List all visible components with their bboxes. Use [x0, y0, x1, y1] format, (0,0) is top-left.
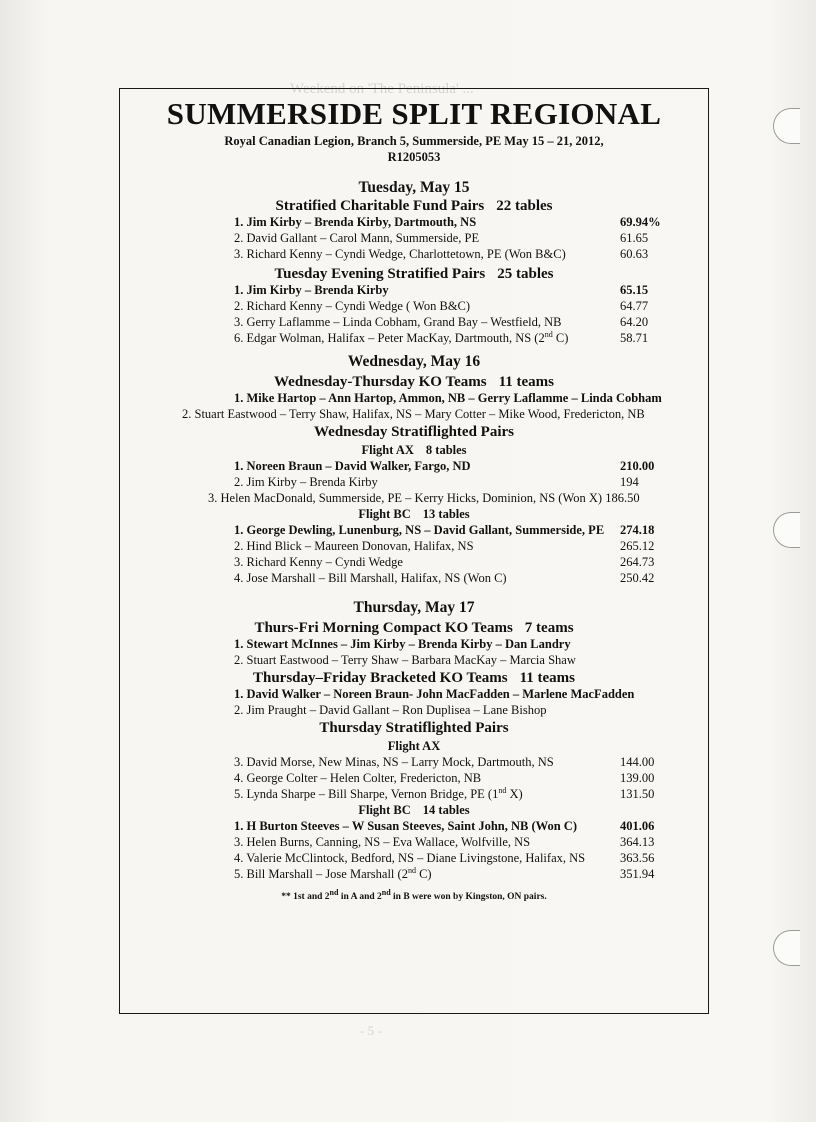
- score: 58.71: [620, 331, 649, 345]
- result-row: [234, 391, 662, 406]
- result-row: [234, 653, 576, 668]
- ordinal-suffix: nd: [544, 329, 553, 339]
- flight-bc-heading: [120, 803, 708, 818]
- pair-names: Helen MacDonald, Summerside, PE – Kerry Hicks, Dominion, NS (Won X) 186.50: [217, 491, 640, 505]
- placing: 3.: [208, 491, 218, 505]
- placing: 1.: [234, 215, 244, 229]
- result-row: [234, 247, 566, 262]
- result-row: [234, 755, 554, 770]
- binder-hole-icon: [773, 930, 800, 966]
- result-row: [208, 491, 640, 506]
- placing: 3.: [234, 835, 244, 849]
- placing: 1.: [234, 283, 244, 297]
- placing: 3.: [234, 555, 244, 569]
- pair-names: Bill Marshall – Jose Marshall (2: [243, 867, 408, 881]
- placing: 4.: [234, 771, 244, 785]
- ordinal-suffix: nd: [498, 785, 507, 795]
- placing: 1.: [234, 819, 244, 833]
- result-row: [234, 475, 378, 490]
- placing: 1.: [234, 459, 244, 473]
- score: 264.73: [620, 555, 655, 569]
- pair-names: Richard Kenny – Cyndi Wedge ( Won B&C): [243, 299, 471, 313]
- score: 351.94: [620, 867, 655, 881]
- placing: 3.: [234, 755, 244, 769]
- pair-names: David Gallant – Carol Mann, Summerside, PE: [243, 231, 480, 245]
- event-heading-bracketed: [120, 669, 708, 687]
- pair-names: Jim Kirby – Brenda Kirby: [243, 475, 378, 489]
- pair-names: Jim Kirby – Brenda Kirby: [243, 283, 389, 297]
- tournament-code: R1205053: [387, 150, 441, 164]
- pair-names: Jose Marshall – Bill Marshall, Halifax, NS (Won C): [243, 571, 507, 585]
- pair-names: Jim Kirby – Brenda Kirby, Dartmouth, NS: [243, 215, 477, 229]
- venue-line: Royal Canadian Legion, Branch 5, Summerside, PE May 15 – 21, 2012,: [224, 134, 604, 148]
- binder-hole-icon: [773, 108, 800, 144]
- pair-names: Mike Hartop – Ann Hartop, Ammon, NB – Gerry Laflamme – Linda Cobham: [243, 391, 662, 405]
- results-box: [119, 88, 709, 1014]
- pair-names: Edgar Wolman, Halifax – Peter MacKay, Dartmouth, NS (2: [243, 331, 545, 345]
- pair-names: David Walker – Noreen Braun- John MacFadden – Marlene MacFadden: [243, 687, 635, 701]
- event-title: Wednesday-Thursday KO Teams: [274, 374, 487, 390]
- event-heading-evening: [120, 265, 708, 283]
- score: 131.50: [620, 787, 655, 801]
- flight-label: Flight BC: [358, 507, 411, 521]
- flight-table-count: 13 tables: [422, 507, 470, 521]
- bleed-through-page-number: - 5 -: [360, 1024, 382, 1038]
- result-row: [234, 703, 546, 718]
- score: 64.77: [620, 299, 649, 313]
- result-row: [234, 299, 470, 314]
- score: 61.65: [620, 231, 649, 245]
- score: 64.20: [620, 315, 649, 329]
- flight-label: Flight BC: [358, 803, 411, 817]
- placing: 2.: [234, 475, 244, 489]
- event-heading-wed-strat: Wednesday Stratiflighted Pairs: [313, 424, 514, 440]
- result-row: [234, 687, 634, 702]
- event-title: Stratified Charitable Fund Pairs: [275, 198, 485, 214]
- score: 139.00: [620, 771, 655, 785]
- score: 65.15: [620, 283, 649, 297]
- placing: 4.: [234, 571, 244, 585]
- placing: 3.: [234, 315, 244, 329]
- event-table-count: 7 teams: [524, 620, 574, 636]
- result-row: [234, 787, 523, 802]
- score: 60.63: [620, 247, 649, 261]
- flight-label: Flight AX: [361, 443, 414, 457]
- flight-ax-heading: [120, 443, 708, 458]
- pair-names: Stuart Eastwood – Terry Shaw, Halifax, NS – Mary Cotter – Mike Wood, Fredericton, NB: [191, 407, 645, 421]
- result-row: [234, 637, 571, 652]
- result-row: [234, 231, 479, 246]
- event-table-count: 11 teams: [498, 374, 554, 390]
- placing: 3.: [234, 247, 244, 261]
- result-row: [234, 331, 568, 346]
- result-row: [234, 819, 577, 834]
- pair-names: Lynda Sharpe – Bill Sharpe, Vernon Bridge, PE (1: [243, 787, 499, 801]
- flight-table-count: 14 tables: [422, 803, 470, 817]
- pair-names: Valerie McClintock, Bedford, NS – Diane Livingstone, Halifax, NS: [243, 851, 586, 865]
- day-heading-thursday: Thursday, May 17: [353, 599, 475, 616]
- pair-names: George Colter – Helen Colter, Fredericton, NB: [243, 771, 482, 785]
- event-title: Thurs-Fri Morning Compact KO Teams: [254, 620, 513, 636]
- result-row: [234, 571, 507, 586]
- placing: 5.: [234, 787, 244, 801]
- placing: 4.: [234, 851, 244, 865]
- result-row: [234, 215, 476, 230]
- result-row: [234, 771, 481, 786]
- event-heading-compact: [120, 619, 708, 637]
- day-heading-wednesday: Wednesday, May 16: [347, 353, 481, 370]
- result-row: [234, 851, 585, 866]
- pair-names: Jim Praught – David Gallant – Ron Duplisea – Lane Bishop: [243, 703, 547, 717]
- flight-table-count: 8 tables: [425, 443, 467, 457]
- result-row: [234, 523, 604, 538]
- pair-names: George Dewling, Lunenburg, NS – David Gallant, Summerside, PE: [243, 523, 605, 537]
- event-heading-thu-strat: Thursday Stratiflighted Pairs: [319, 720, 509, 736]
- placing: 1.: [234, 523, 244, 537]
- pair-names: Hind Blick – Maureen Donovan, Halifax, NS: [243, 539, 474, 553]
- placing: 2.: [182, 407, 192, 421]
- placing: 2.: [234, 539, 244, 553]
- event-heading-charity: [120, 197, 708, 215]
- score: 194: [620, 475, 639, 489]
- event-table-count: 11 teams: [519, 670, 576, 686]
- placing: 2.: [234, 299, 244, 313]
- pair-names: Richard Kenny – Cyndi Wedge: [243, 555, 403, 569]
- event-title: Tuesday Evening Stratified Pairs: [274, 266, 486, 282]
- pair-suffix: C): [415, 867, 432, 881]
- footnote: ** 1st and 2nd in A and 2nd in B were won by Kingston, ON pairs.: [281, 887, 547, 902]
- result-row: [182, 407, 645, 422]
- pair-names: David Morse, New Minas, NS – Larry Mock, Dartmouth, NS: [243, 755, 554, 769]
- result-row: [234, 555, 403, 570]
- result-row: [234, 835, 530, 850]
- placing: 1.: [234, 637, 244, 651]
- result-row: [234, 539, 474, 554]
- page-title: SUMMERSIDE SPLIT REGIONAL: [166, 96, 662, 131]
- score: 210.00: [620, 459, 655, 473]
- score: 250.42: [620, 571, 655, 585]
- pair-names: Stewart McInnes – Jim Kirby – Brenda Kirby – Dan Landry: [243, 637, 571, 651]
- pair-suffix: X): [506, 787, 523, 801]
- pair-names: Gerry Laflamme – Linda Cobham, Grand Bay – Westfield, NB: [243, 315, 562, 329]
- pair-names: Stuart Eastwood – Terry Shaw – Barbara MacKay – Marcia Shaw: [243, 653, 576, 667]
- flight-ax-heading: Flight AX: [387, 739, 441, 753]
- score: 69.94%: [620, 215, 661, 229]
- bleed-through-text: Weekend on 'The Peninsula' ...: [290, 82, 474, 96]
- flight-bc-heading: [120, 507, 708, 522]
- event-heading-wed-ko: [120, 373, 708, 391]
- day-heading-tuesday: Tuesday, May 15: [358, 179, 470, 196]
- event-table-count: 22 tables: [496, 198, 553, 214]
- placing: 2.: [234, 231, 244, 245]
- score: 144.00: [620, 755, 655, 769]
- placing: 6.: [234, 331, 244, 345]
- placing: 2.: [234, 703, 244, 717]
- result-row: [234, 867, 432, 882]
- result-row: [234, 315, 562, 330]
- pair-names: H Burton Steeves – W Susan Steeves, Saint John, NB (Won C): [243, 819, 577, 833]
- result-row: [234, 459, 471, 474]
- pair-names: Helen Burns, Canning, NS – Eva Wallace, Wolfville, NS: [243, 835, 531, 849]
- score: 363.56: [620, 851, 655, 865]
- ordinal-suffix: nd: [407, 865, 416, 875]
- score: 274.18: [620, 523, 655, 537]
- placing: 1.: [234, 687, 244, 701]
- placing: 1.: [234, 391, 244, 405]
- placing: 2.: [234, 653, 244, 667]
- binder-hole-icon: [773, 512, 800, 548]
- event-title: Thursday–Friday Bracketed KO Teams: [252, 670, 508, 686]
- score: 364.13: [620, 835, 655, 849]
- pair-suffix: C): [552, 331, 569, 345]
- placing: 5.: [234, 867, 244, 881]
- pair-names: Noreen Braun – David Walker, Fargo, ND: [243, 459, 471, 473]
- pair-names: Richard Kenny – Cyndi Wedge, Charlottetown, PE (Won B&C): [243, 247, 566, 261]
- event-table-count: 25 tables: [497, 266, 554, 282]
- result-row: [234, 283, 389, 298]
- score: 265.12: [620, 539, 655, 553]
- score: 401.06: [620, 819, 655, 833]
